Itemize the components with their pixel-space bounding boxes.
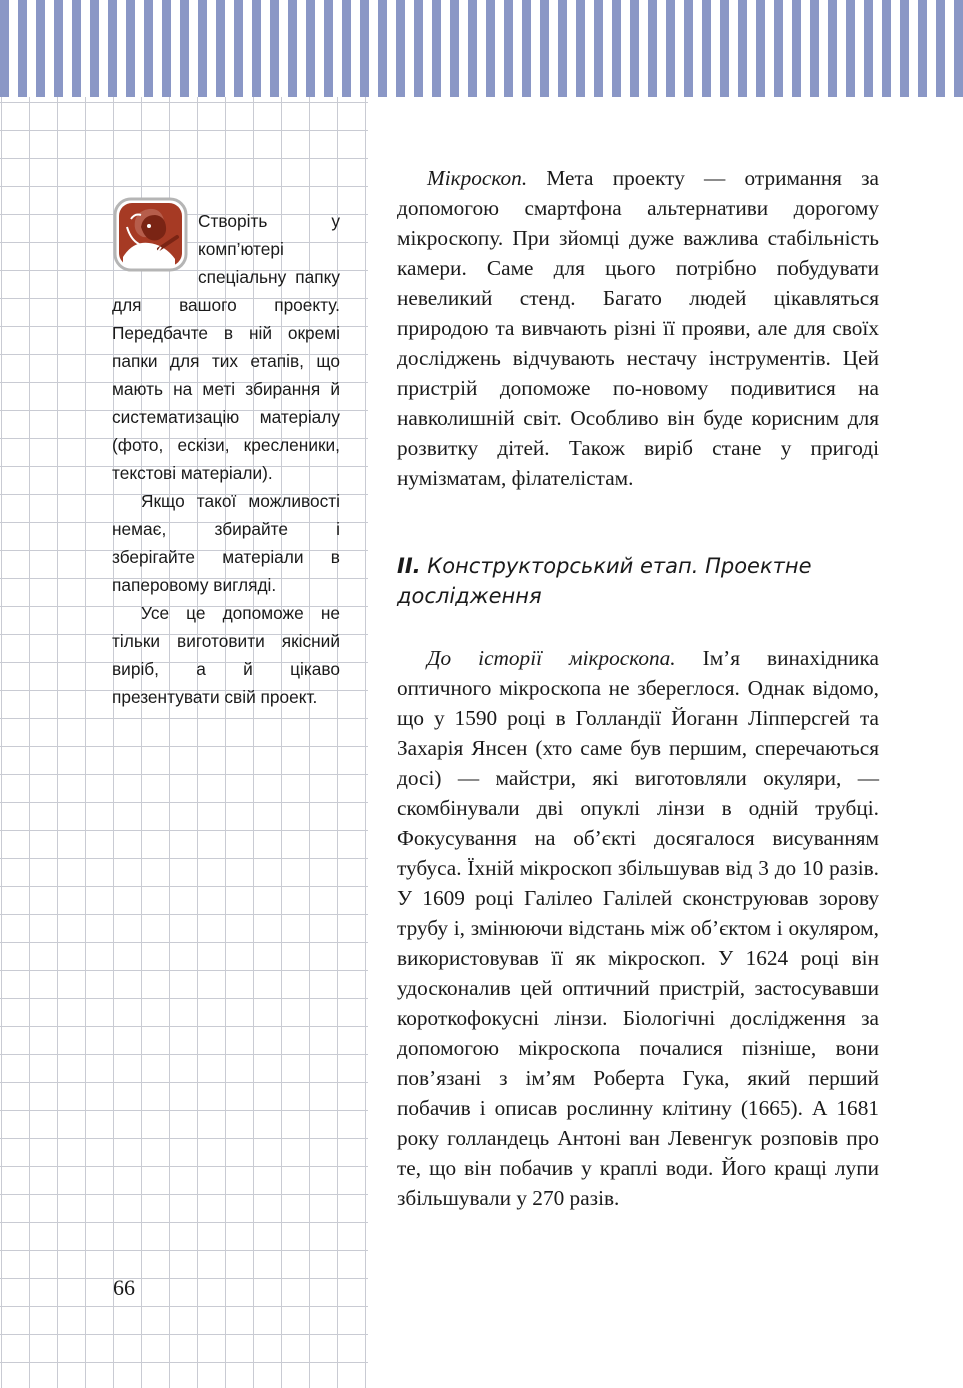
heading-numeral: ІІ. [397, 554, 421, 578]
section-history [397, 643, 879, 1213]
microscope-paragraph [397, 163, 879, 493]
microscope-text: Мета проекту — отримання за допомогою смартфона альтернативи дорогому мікроскопу. При зйомці дуже важлива стабільність камери. Саме для цього потрібно побудувати невеликий стенд. Багато людей цікавляться природою та вивчають різні її прояви, але для своїх досліджень відчувають нестачу інструментів. Цей пристрій допоможе по-новому подивитися на навколишній світ. Особливо він буде корисним для розвитку дітей. Також виріб стане у пригоді нумізматам, філателістам. [397, 166, 879, 490]
sidebar-paragraph-3: Усе це допоможе не тільки виготовити якісний виріб, а й цікаво презентувати свій проект. [112, 603, 340, 707]
page-number: 66 [113, 1275, 135, 1300]
section-heading [397, 551, 879, 611]
sidebar-paragraph-1 [112, 207, 340, 487]
sidebar-text-1: Створіть у комп’ютері спеціальну папку для вашого проекту. Передбачте в ній окремі папки для тих етапів, що мають на меті збирання й систематизацію матеріалу (фото, ескізи, кресленики, текстові матеріали). [112, 211, 340, 483]
top-stripe-border [0, 0, 963, 97]
sidebar-paragraph-2: Якщо такої можливості немає, збирайте і зберігайте матеріали в паперовому вигляді. [112, 491, 340, 595]
history-paragraph [397, 643, 879, 1213]
history-lead: До історії мікроскопа. [427, 646, 676, 670]
heading-text: Конструкторський етап. Проектне дослідження [397, 554, 812, 608]
section-microscope [397, 163, 879, 493]
sidebar-note [112, 207, 340, 711]
icon-space [112, 207, 198, 291]
microscope-lead: Мікроскоп. [427, 166, 528, 190]
history-text: Ім’я винахідника оптичного мікроскопа не збереглося. Однак відомо, що у 1590 році в Голландії Йоганн Ліпперсгей та Захарія Янсен (хто саме був першим, сперечаються досі) — майстри, які виготовляли окуляри, — скомбінували дві опуклі лінзи в одній трубці. Фокусування на об’єкті досягалося висуванням тубуса. Їхній мікроскоп збільшував від 3 до 10 разів. У 1609 році Галілео Галілей сконструював зорову трубу і, змінюючи відстань між об’єктом і окуляром, використовував її як мікроскоп. У 1624 році він удосконалив цей оптичний пристрій, застосувавши короткофокусні лінзи. Біологічні дослідження за допомогою мікроскопа почалися пізніше, вони пов’язані з ім’ям Роберта Гука, який перший побачив і описав рослинну клітину (1665). А 1681 року голландець Антоні ван Левенгук розповів про те, що він побачив у краплі води. Його кращі лупи збільшували у 270 разів. [397, 646, 879, 1210]
